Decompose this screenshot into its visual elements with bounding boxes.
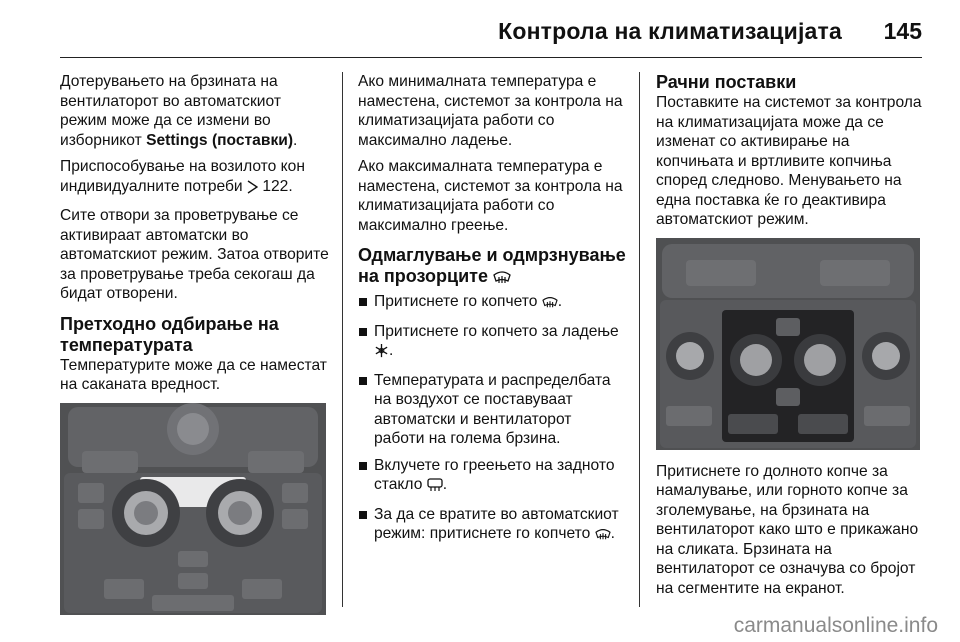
watermark: carmanualsonline.info [733, 614, 938, 637]
windshield-defrost-icon [542, 295, 558, 315]
heading-demist-defrost: Одмаглување и одмрзнување на прозорците [358, 245, 626, 290]
list-item: За да се вратите во автоматскиот режим: притиснете го копчето . [358, 505, 626, 547]
paragraph-min-temp: Ако минималната температура е наместена, системот за контрола на климатизацијата работи со максимално ладење. [358, 73, 623, 149]
heading-manual-settings: Рачни поставки [656, 72, 797, 92]
column-2 [358, 72, 626, 554]
column-1 [60, 72, 332, 615]
settings-menu-label: Settings (поставки) [146, 131, 294, 149]
paragraph-personalization: Приспособување на возилото кон индивидуалните потреби 122. [60, 157, 332, 199]
list-item: Притиснете го копчето за ладење . [358, 322, 626, 364]
paragraph-temperature: Температурите може да се наместат на саканата вредност. [60, 356, 327, 393]
climate-panel-photo-temperature [60, 403, 326, 615]
defrost-steps-list [358, 292, 626, 547]
column-divider-2 [639, 72, 640, 607]
paragraph-max-temp: Ако максималната температура е наместена, системот за контрола на климатизацијата работи со максимално греење. [358, 158, 623, 234]
page-title: Контрола на климатизацијата [498, 18, 842, 44]
list-item: Вклучете го греењето на задното стакло . [358, 456, 626, 498]
climate-panel-photo-fan [656, 238, 920, 450]
snowflake-icon [374, 343, 389, 364]
windshield-defrost-icon [493, 269, 511, 290]
list-item: Температурата и распределбата на воздухот се поставуваат автоматски и вентилаторот работи на голема брзина. [358, 371, 626, 449]
page-header [0, 0, 960, 58]
page-reference-link[interactable]: 122. [262, 177, 293, 195]
column-divider-1 [342, 72, 343, 607]
column-3 [656, 72, 924, 605]
reference-arrow-icon [247, 180, 258, 200]
list-item: Притиснете го копчето . [358, 292, 626, 315]
heading-temperature-preselection: Претходно одбирање на температурата [60, 313, 279, 355]
paragraph-manual-settings: Поставките на системот за контрола на климатизацијата може да се изменат со активирање на копчињата и вртливите копчиња според следново. Менувањето на една поставка ќе го деактивира автоматскиот режим. [656, 94, 922, 228]
paragraph-fan-speed: Дотерувањето на брзината на вентилаторот во автоматскиот режим може да се измени во изборникот Settings (поставки). [60, 73, 298, 149]
page-number: 145 [883, 18, 922, 44]
rear-window-heat-icon [427, 478, 443, 498]
windshield-defrost-icon [595, 527, 611, 547]
header-rule [60, 57, 922, 58]
paragraph-fan-speed-control: Притиснете го долното копче за намалување, или горното копче за зголемување, на брзината на вентилаторот како што е прикажано на сликата. Брзината на вентилаторот се означува со бројот на сегментите на екранот. [656, 462, 919, 597]
paragraph-vents: Сите отвори за проветрување се активираат автоматски во автоматскиот режим. Затоа отворите за проветрување треба секогаш да бидат отворени. [60, 207, 329, 302]
